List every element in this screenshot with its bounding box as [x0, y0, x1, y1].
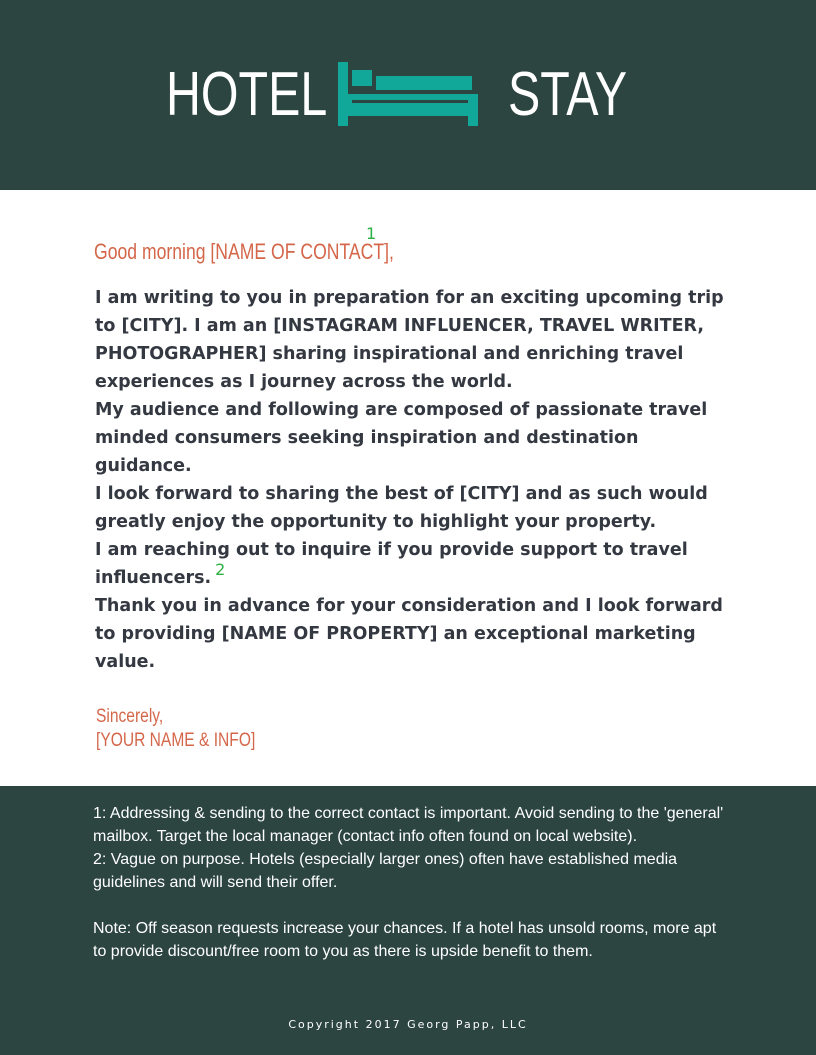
header-banner — [0, 0, 816, 190]
footnote-marker-1: 1 — [366, 224, 377, 243]
bed-icon — [338, 62, 478, 128]
footnote-2-text: 2: Vague on purpose. Hotels (especially larger ones) often have established media guidelines and will send their offer. — [93, 851, 678, 891]
paragraph-audience: My audience and following are composed of passionate travel minded consumers seeking inspiration and destination guidance. — [95, 400, 708, 476]
letter-paragraphs — [95, 284, 735, 676]
footnote-marker-2: 2 — [215, 560, 226, 579]
footnote-note-text: Note: Off season requests increase your chances. If a hotel has unsold rooms, more apt to provide discount/free room to you as there is upside benefit to them. — [93, 920, 717, 960]
copyright-text: Copyright 2017 Georg Papp, LLC — [288, 1018, 528, 1031]
letter-greeting: Good morning [NAME OF CONTACT], — [94, 239, 394, 264]
letter-body — [0, 190, 816, 786]
paragraph-property: I look forward to sharing the best of [CITY] and as such would greatly enjoy the opportunity to highlight your property. — [95, 484, 708, 532]
logo-text-hotel: HOTEL — [166, 60, 328, 129]
spacer — [93, 894, 733, 917]
signature-text: [YOUR NAME & INFO] — [96, 730, 256, 751]
logo-text-stay: STAY — [508, 60, 628, 129]
footnotes — [93, 802, 733, 963]
closing-text: Sincerely, — [96, 706, 164, 727]
paragraph-inquiry-text: I am reaching out to inquire if you provide support to travel influencers. — [95, 540, 688, 588]
paragraph-thanks: Thank you in advance for your consideration and I look forward to providing [NAME OF PROPERTY] an exceptional marketing value. — [95, 596, 723, 672]
footnote-1-text: 1: Addressing & sending to the correct contact is important. Avoid sending to the 'general' mailbox. Target the local manager (contact info often found on local website). — [93, 805, 724, 845]
paragraph-intro: I am writing to you in preparation for an exciting upcoming trip to [CITY]. I am an [INSTAGRAM INFLUENCER, TRAVEL WRITER, PHOTOGRAPHER] sharing inspirational and enriching travel experiences as I journey across the world. — [95, 288, 724, 392]
footer-notes — [0, 786, 816, 1055]
paragraph-inquiry — [95, 536, 735, 592]
letter-signoff — [96, 705, 255, 753]
